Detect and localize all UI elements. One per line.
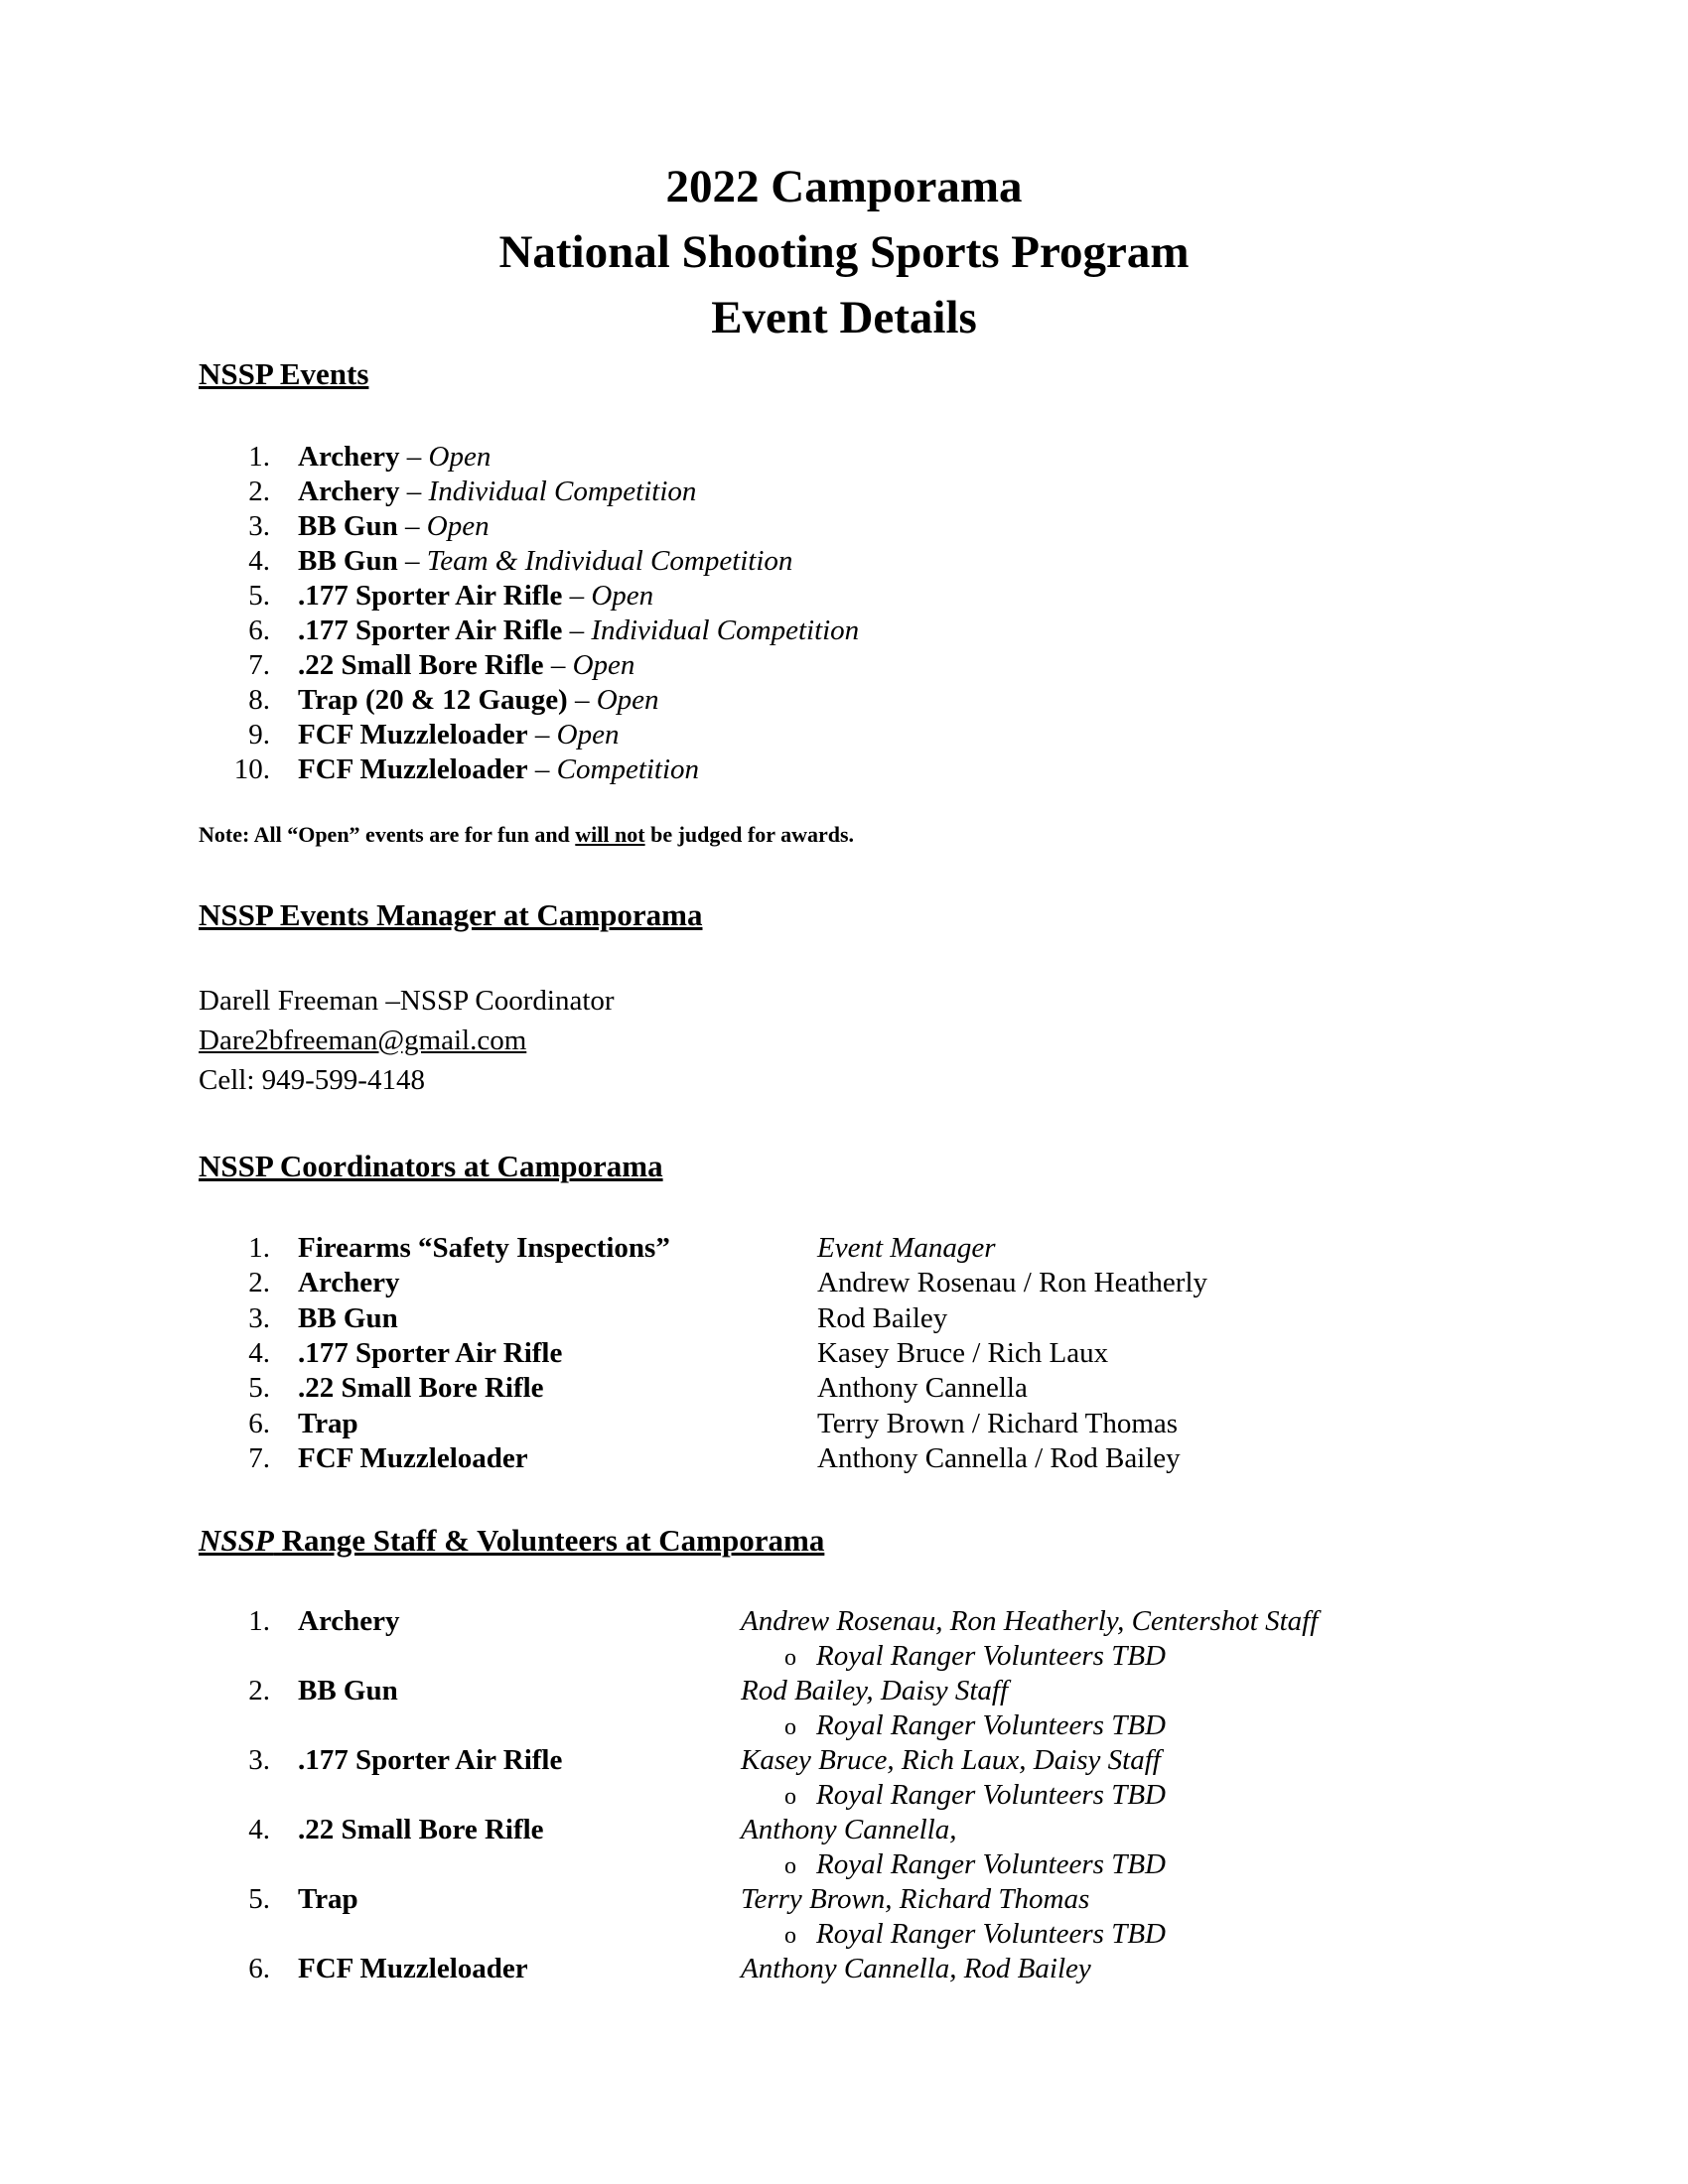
manager-cell: Cell: 949-599-4148 (199, 1064, 425, 1096)
staff-item (0, 1952, 1688, 1986)
event-type: Open (572, 649, 635, 681)
coordinator-number: 7. (248, 1442, 270, 1474)
manager-email-line (199, 1021, 526, 1060)
event-item (0, 718, 1688, 752)
bullet-icon: o (784, 1853, 796, 1879)
staff-item (0, 1882, 1688, 1917)
staff-volunteers: Royal Ranger Volunteers TBD (816, 1640, 1166, 1672)
event-type: Open (591, 580, 654, 612)
staff-sub-item (784, 1847, 1166, 1884)
event-separator: – (397, 545, 427, 577)
manager-heading: NSSP Events Manager at Camporama (199, 897, 703, 932)
coordinator-number: 4. (248, 1337, 270, 1369)
event-number: 2. (248, 476, 270, 507)
staff-names: Terry Brown, Richard Thomas (741, 1883, 1090, 1915)
staff-volunteers: Royal Ranger Volunteers TBD (816, 1848, 1166, 1880)
event-number: 6. (248, 614, 270, 646)
staff-names: Kasey Bruce, Rich Laux, Daisy Staff (741, 1744, 1161, 1776)
coordinator-event: BB Gun (298, 1302, 398, 1334)
event-number: 1. (248, 441, 270, 473)
event-item (0, 683, 1688, 718)
staff-heading-rest: Range Staff & Volunteers at Camporama (273, 1523, 825, 1558)
bullet-icon: o (784, 1714, 796, 1740)
event-number: 9. (248, 719, 270, 751)
staff-number: 4. (248, 1814, 270, 1845)
coordinator-item (0, 1336, 1688, 1371)
coordinator-event: FCF Muzzleloader (298, 1442, 528, 1474)
event-name-line (298, 509, 490, 544)
staff-volunteers: Royal Ranger Volunteers TBD (816, 1918, 1166, 1950)
coordinator-number: 2. (248, 1267, 270, 1298)
staff-event: .177 Sporter Air Rifle (298, 1744, 563, 1776)
note-text-end: be judged for awards. (644, 822, 855, 847)
bullet-icon: o (784, 1645, 796, 1671)
event-item (0, 509, 1688, 544)
coordinator-number: 1. (248, 1232, 270, 1264)
coordinator-event: Trap (298, 1408, 358, 1439)
event-separator: – (527, 719, 557, 751)
title-line-3: Event Details (711, 292, 977, 343)
staff-event: Trap (298, 1883, 358, 1915)
note-text-start: Note: All “Open” events are for fun and (199, 822, 576, 847)
event-type: Open (426, 510, 490, 542)
staff-number: 6. (248, 1953, 270, 1984)
event-name: .22 Small Bore Rifle (298, 649, 544, 681)
staff-names: Rod Bailey, Daisy Staff (741, 1675, 1009, 1706)
event-name: FCF Muzzleloader (298, 753, 528, 785)
coordinator-item (0, 1301, 1688, 1336)
event-item (0, 579, 1688, 614)
event-separator: – (567, 684, 597, 716)
event-number: 4. (248, 545, 270, 577)
staff-event: Archery (298, 1605, 400, 1637)
staff-item (0, 1743, 1688, 1778)
event-item (0, 544, 1688, 579)
staff-number: 1. (248, 1605, 270, 1637)
event-type: Open (428, 441, 492, 473)
staff-item (0, 1813, 1688, 1847)
event-name: Archery (298, 476, 400, 507)
coordinator-item (0, 1407, 1688, 1441)
event-separator: – (399, 476, 429, 507)
events-heading: NSSP Events (199, 356, 369, 391)
staff-item (0, 1674, 1688, 1708)
event-type: Competition (556, 753, 700, 785)
staff-heading (199, 1521, 824, 1561)
event-name: BB Gun (298, 510, 398, 542)
title-line-2: National Shooting Sports Program (498, 226, 1190, 278)
event-number: 10. (233, 753, 270, 785)
staff-names: Anthony Cannella, (741, 1814, 957, 1845)
event-name: BB Gun (298, 545, 398, 577)
event-type: Open (596, 684, 659, 716)
manager-email-link[interactable]: Dare2bfreeman@gmail.com (199, 1024, 527, 1056)
coordinator-person: Rod Bailey (817, 1302, 948, 1334)
event-number: 8. (248, 684, 270, 716)
event-number: 5. (248, 580, 270, 612)
coordinator-item (0, 1441, 1688, 1476)
coordinators-heading: NSSP Coordinators at Camporama (199, 1149, 663, 1183)
event-item (0, 648, 1688, 683)
staff-number: 3. (248, 1744, 270, 1776)
coordinator-person: Terry Brown / Richard Thomas (817, 1408, 1179, 1439)
event-name: .177 Sporter Air Rifle (298, 614, 563, 646)
event-name-line (298, 544, 792, 579)
event-item (0, 475, 1688, 509)
coordinator-number: 6. (248, 1408, 270, 1439)
staff-number: 5. (248, 1883, 270, 1915)
coordinator-event: .22 Small Bore Rifle (298, 1372, 544, 1404)
staff-volunteers: Royal Ranger Volunteers TBD (816, 1709, 1166, 1741)
staff-event: FCF Muzzleloader (298, 1953, 528, 1984)
event-type: Individual Competition (591, 614, 860, 646)
event-name: .177 Sporter Air Rifle (298, 580, 563, 612)
event-name-line (298, 752, 699, 787)
event-type: Open (556, 719, 620, 751)
event-separator: – (562, 614, 592, 646)
event-name: FCF Muzzleloader (298, 719, 528, 751)
event-name-line (298, 683, 659, 718)
event-name: Trap (20 & 12 Gauge) (298, 684, 568, 716)
event-item (0, 614, 1688, 648)
coordinator-item (0, 1231, 1688, 1266)
event-name-line (298, 579, 653, 614)
event-item (0, 440, 1688, 475)
event-number: 3. (248, 510, 270, 542)
bullet-icon: o (784, 1923, 796, 1949)
event-separator: – (399, 441, 429, 473)
staff-number: 2. (248, 1675, 270, 1706)
event-separator: – (543, 649, 573, 681)
event-name-line (298, 440, 491, 475)
staff-names: Anthony Cannella, Rod Bailey (741, 1953, 1091, 1984)
event-name-line (298, 718, 619, 752)
event-name-line (298, 475, 696, 509)
event-number: 7. (248, 649, 270, 681)
staff-sub-item (784, 1639, 1166, 1676)
coordinator-number: 3. (248, 1302, 270, 1334)
coordinator-item (0, 1371, 1688, 1406)
bullet-icon: o (784, 1784, 796, 1810)
coordinator-person: Event Manager (817, 1232, 996, 1264)
manager-name: Darell Freeman –NSSP Coordinator (199, 985, 615, 1017)
coordinator-person: Kasey Bruce / Rich Laux (817, 1337, 1109, 1369)
coordinator-person: Anthony Cannella (817, 1372, 1028, 1404)
event-name-line (298, 614, 859, 648)
event-type: Individual Competition (428, 476, 697, 507)
event-name-line (298, 648, 634, 683)
staff-volunteers: Royal Ranger Volunteers TBD (816, 1779, 1166, 1811)
event-separator: – (562, 580, 592, 612)
title-line-1: 2022 Camporama (665, 161, 1023, 212)
note-text-underlined: will not (575, 822, 645, 847)
staff-item (0, 1604, 1688, 1639)
event-item (0, 752, 1688, 787)
staff-sub-item (784, 1917, 1166, 1954)
coordinator-event: Archery (298, 1267, 400, 1298)
event-name: Archery (298, 441, 400, 473)
staff-names: Andrew Rosenau, Ron Heatherly, Centershot Staff (741, 1605, 1319, 1637)
staff-event: BB Gun (298, 1675, 398, 1706)
coordinator-event: Firearms “Safety Inspections” (298, 1232, 670, 1264)
coordinator-event: .177 Sporter Air Rifle (298, 1337, 563, 1369)
staff-event: .22 Small Bore Rifle (298, 1814, 544, 1845)
events-note (199, 820, 854, 850)
event-separator: – (397, 510, 427, 542)
coordinator-person: Andrew Rosenau / Ron Heatherly (817, 1267, 1208, 1298)
staff-sub-item (784, 1778, 1166, 1815)
coordinator-item (0, 1266, 1688, 1300)
staff-heading-italic: NSSP (199, 1523, 274, 1558)
event-type: Team & Individual Competition (426, 545, 793, 577)
coordinator-number: 5. (248, 1372, 270, 1404)
staff-sub-item (784, 1708, 1166, 1745)
coordinator-person: Anthony Cannella / Rod Bailey (817, 1442, 1181, 1474)
event-separator: – (527, 753, 557, 785)
